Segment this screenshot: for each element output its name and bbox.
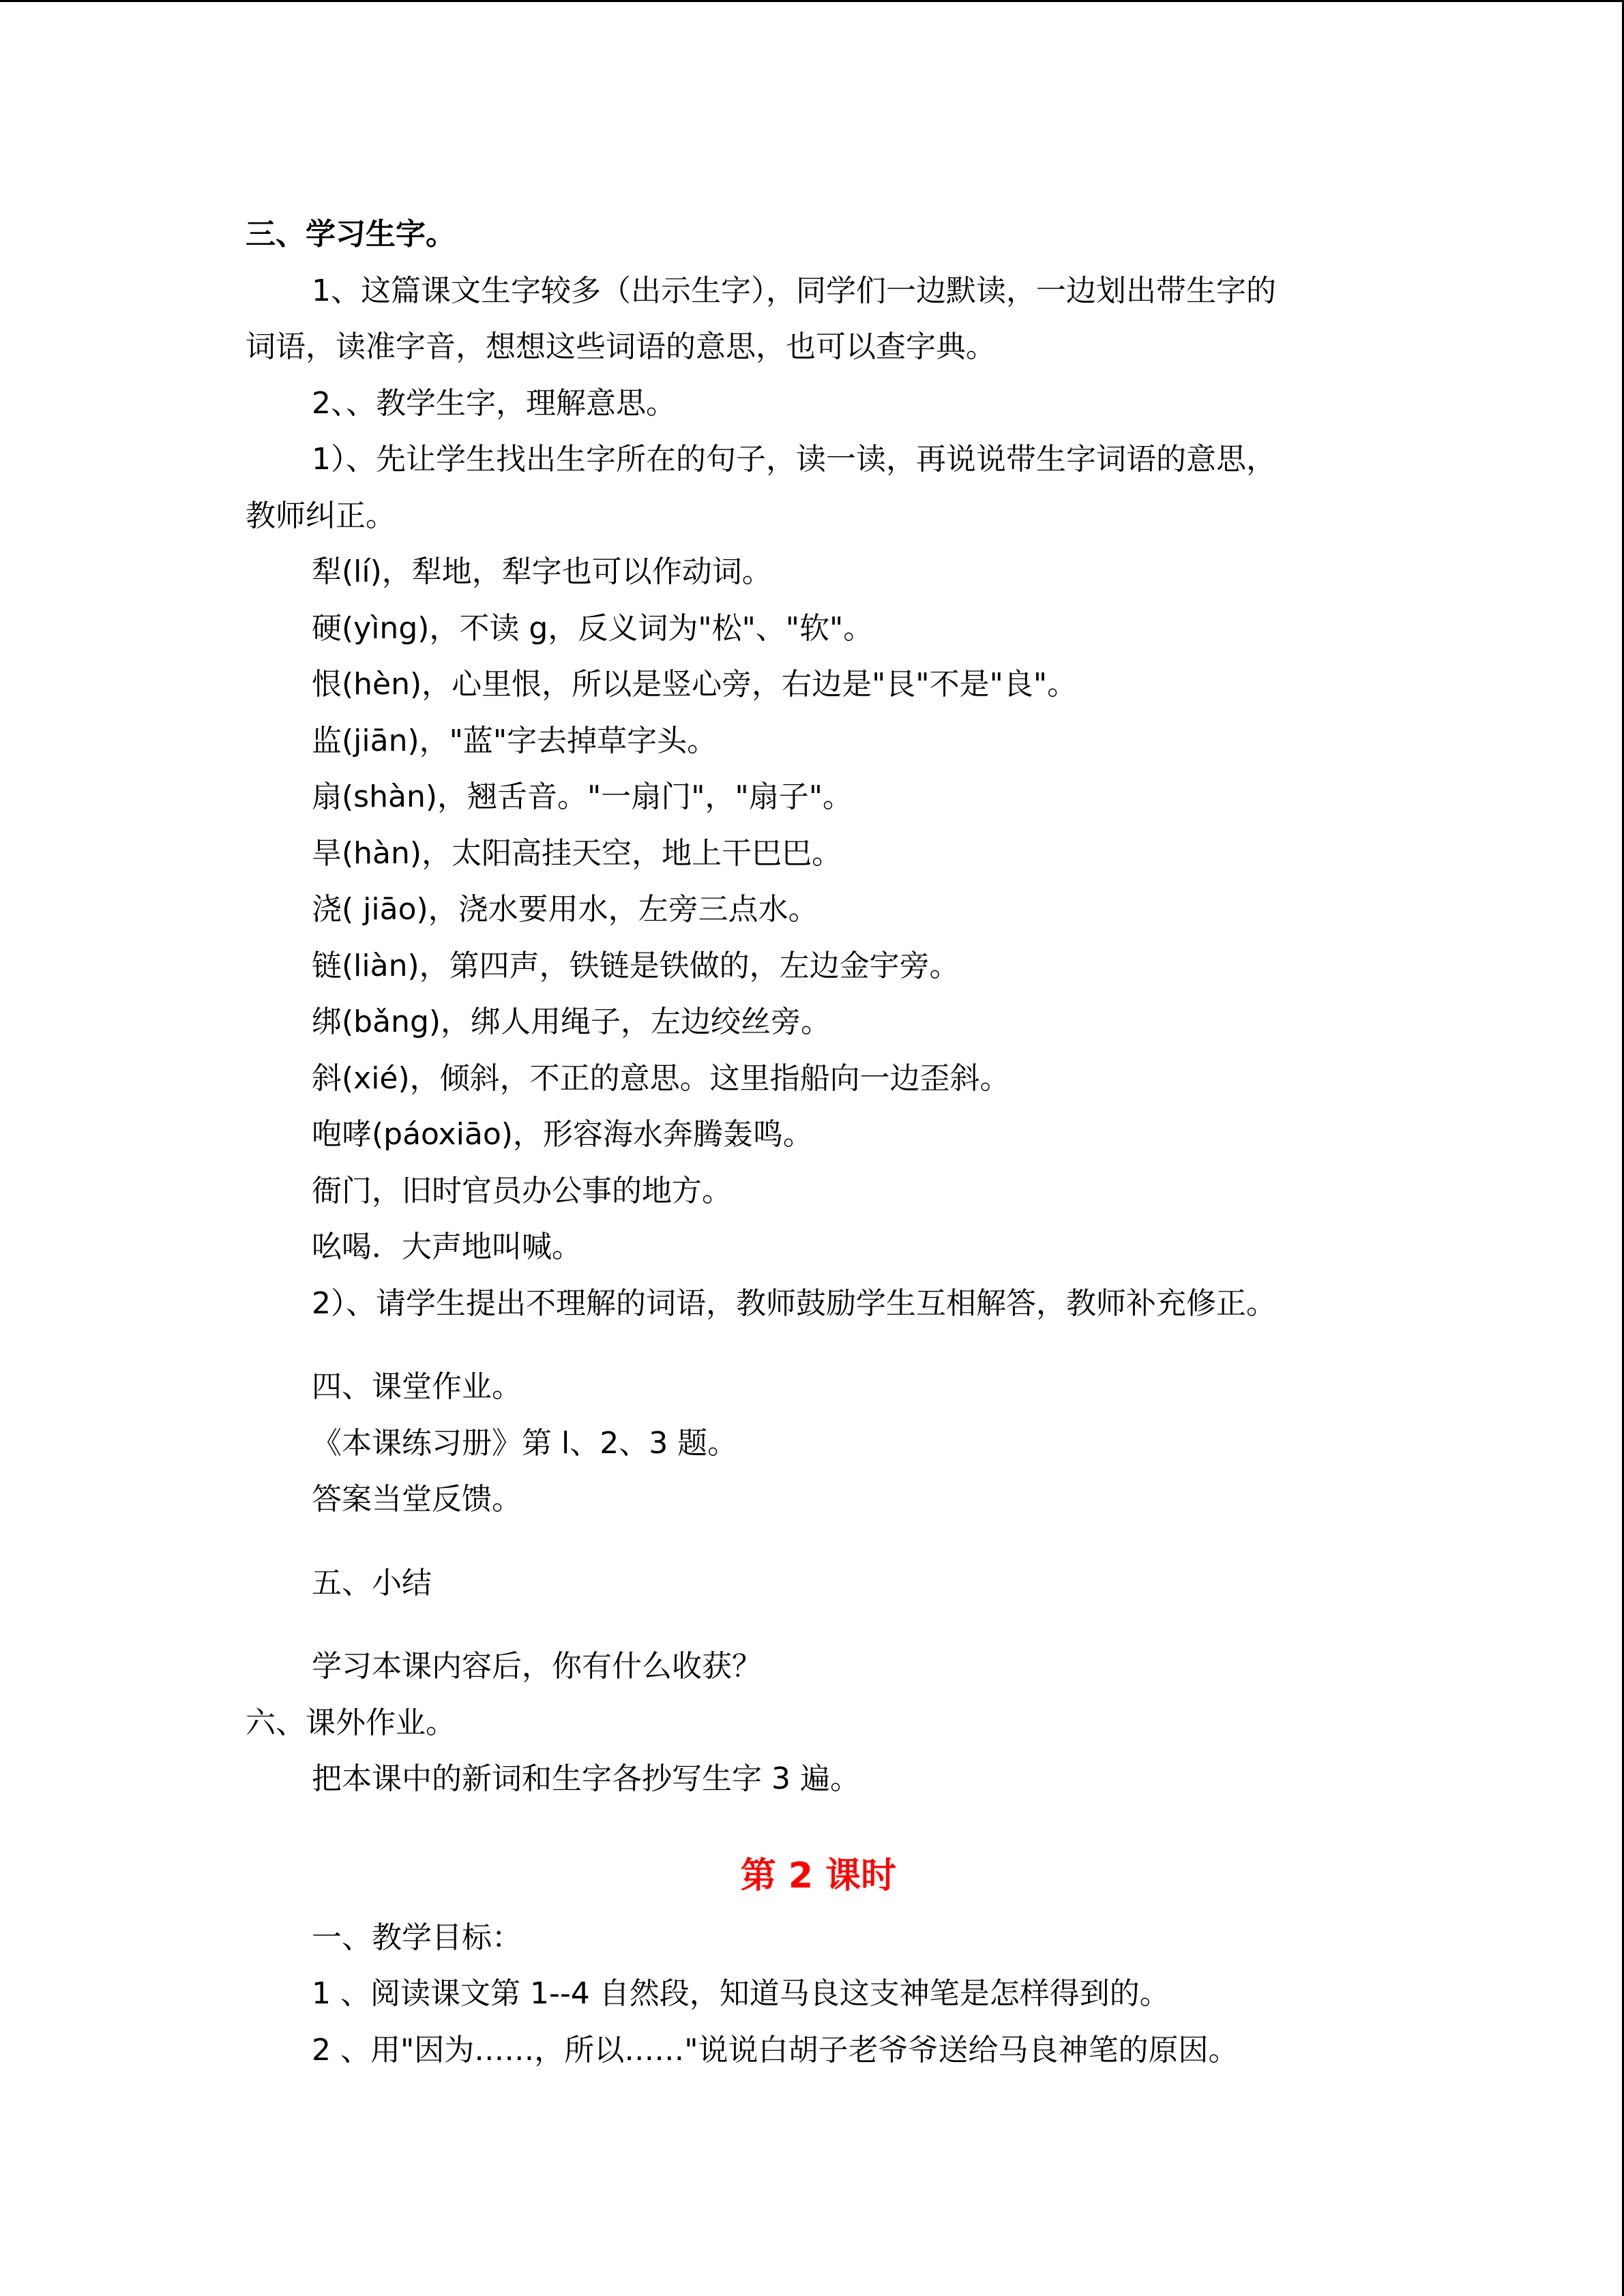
paragraph-3-line-1: 1）、先让学生找出生字所在的句子，读一读，再说说带生字词语的意思， — [312, 442, 1276, 477]
paragraph-1-line-2: 词语，读准字音，想想这些词语的意思，也可以查字典。 — [246, 329, 996, 364]
goal-1: 1 、阅读课文第 1--4 自然段，知道马良这支神笔是怎样得到的。 — [312, 1976, 1170, 2011]
char-item: 绑(bǎng)，绑人用绳子，左边绞丝旁。 — [312, 1004, 831, 1039]
char-item: 咆哮(páoxiāo)，形容海水奔腾轰鸣。 — [312, 1117, 813, 1152]
char-item: 吆喝．大声地叫喊。 — [312, 1229, 582, 1264]
char-item: 斜(xié)，倾斜，不正的意思。这里指船向一边歪斜。 — [312, 1060, 1010, 1096]
goal-2: 2 、用"因为……，所以……"说说白胡子老爷爷送给马良神笔的原因。 — [312, 2032, 1239, 2068]
document-content — [246, 207, 1391, 2078]
char-item: 链(liàn)，第四声，铁链是铁做的，左边金宇旁。 — [312, 948, 960, 983]
section-5-heading: 五、小结 — [312, 1565, 432, 1600]
paragraph-2: 2、、教学生字，理解意思。 — [312, 385, 676, 421]
spacer — [246, 1332, 1391, 1359]
char-item: 恨(hèn)，心里恨，所以是竖心旁，右边是"艮"不是"良"。 — [312, 667, 1078, 702]
section-3-heading: 三、学习生字。 — [246, 217, 456, 252]
char-item: 监(jiān)，"蓝"字去掉草字头。 — [312, 723, 718, 758]
section-6-heading: 六、课外作业。 — [246, 1705, 456, 1740]
goals-heading: 一、教学目标： — [312, 1920, 522, 1955]
section-6-item: 把本课中的新词和生字各抄写生字 3 遍。 — [312, 1761, 860, 1796]
paragraph-3-line-2: 教师纠正。 — [246, 498, 396, 533]
spacer — [246, 1611, 1391, 1639]
char-item: 衙门，旧时官员办公事的地方。 — [312, 1173, 732, 1208]
spacer — [246, 1808, 1391, 1835]
char-item: 旱(hàn)，太阳高挂天空，地上干巴巴。 — [312, 835, 842, 871]
char-item: 犁(lí)，犁地，犁字也可以作动词。 — [312, 554, 772, 589]
lesson-2-title: 第 2 课时 — [740, 1855, 897, 1896]
section-5-item: 学习本课内容后，你有什么收获？ — [312, 1649, 762, 1684]
section-4-item-2: 答案当堂反馈。 — [312, 1482, 522, 1517]
char-item: 硬(yìng)，不读 g，反义词为"松"、"软"。 — [312, 610, 874, 646]
spacer — [246, 1528, 1391, 1555]
section-4-heading: 四、课堂作业。 — [312, 1369, 522, 1404]
char-item: 扇(shàn)，翘舌音。"一扇门"，"扇子"。 — [312, 779, 853, 814]
paragraph-4: 2）、请学生提出不理解的词语，教师鼓励学生互相解答，教师补充修正。 — [312, 1285, 1276, 1321]
char-item: 浇( jiāo)，浇水要用水，左旁三点水。 — [312, 892, 818, 927]
section-4-item-1: 《本课练习册》第 l、2、3 题。 — [312, 1425, 738, 1461]
paragraph-1-line-1: 1、这篇课文生字较多（出示生字），同学们一边默读，一边划出带生字的 — [312, 273, 1276, 308]
